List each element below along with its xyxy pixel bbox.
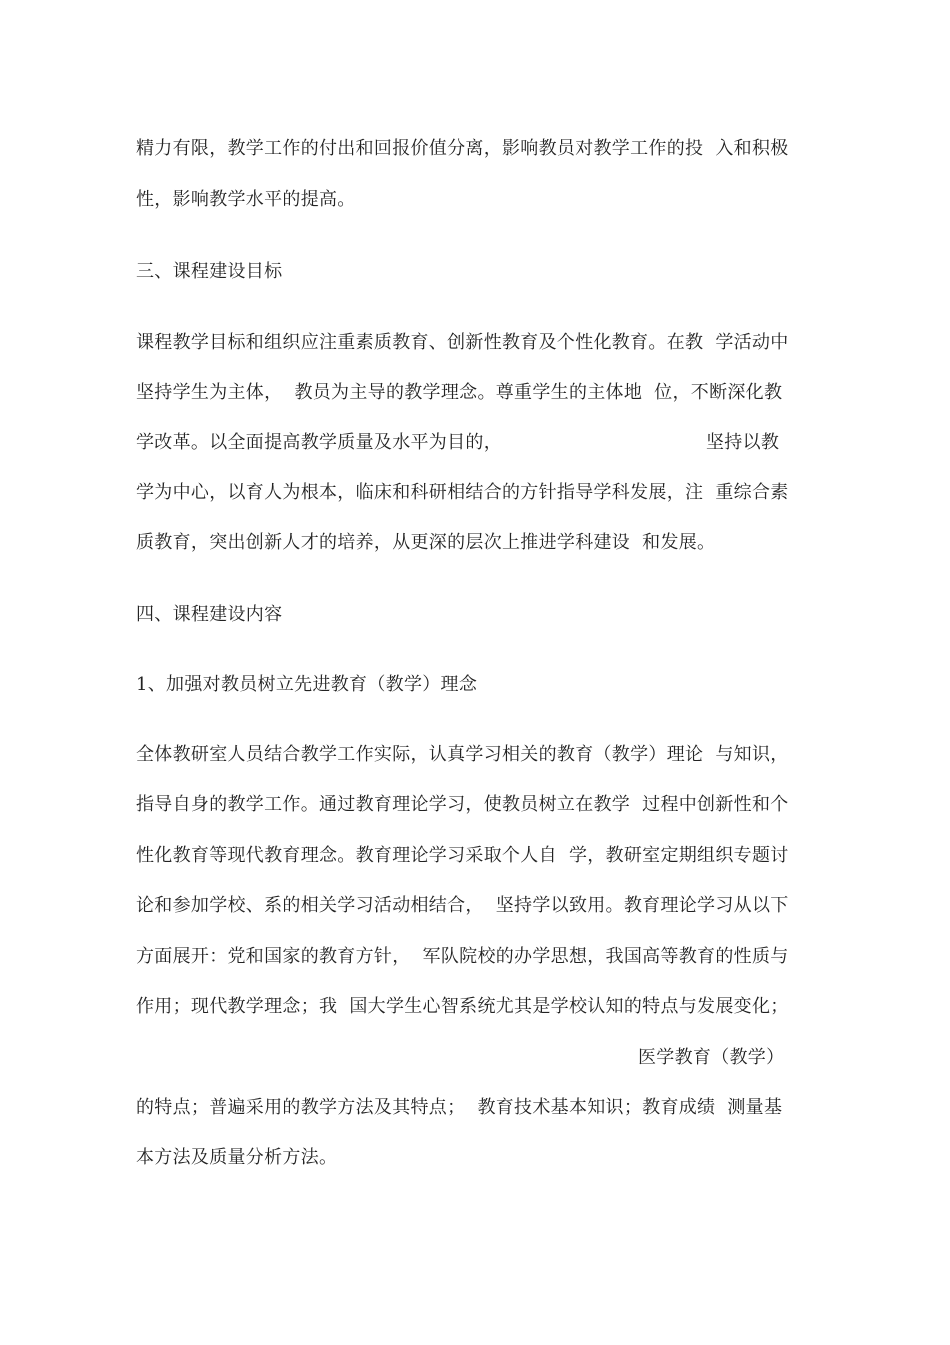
- goal-line-4: 学为中心，以育人为根本，临床和科研相结合的方针指导学科发展，注 重综合素: [136, 482, 789, 503]
- goal-line-3-tail: 坚持以教: [706, 432, 780, 453]
- content-line-1: 全体教研室人员结合教学工作实际，认真学习相关的教育（教学）理论 与知识，: [136, 744, 789, 765]
- content-line-8: 的特点；普遍采用的教学方法及其特点； 教育技术基本知识；教育成绩 测量基: [136, 1097, 783, 1118]
- content-line-3: 性化教育等现代教育理念。教育理论学习采取个人自 学，教研室定期组织专题讨: [136, 845, 789, 866]
- content-line-7: 医学教育（教学）: [638, 1047, 785, 1068]
- goal-line-2: 坚持学生为主体， 教员为主导的教学理念。尊重学生的主体地 位，不断深化教: [136, 382, 783, 403]
- section-heading-content: 四、课程建设内容: [136, 604, 283, 625]
- goal-line-3: 学改革。以全面提高教学质量及水平为目的，: [136, 432, 502, 453]
- intro-line-1: 精力有限，教学工作的付出和回报价值分离，影响教员对教学工作的投 入和积极: [136, 138, 789, 159]
- content-line-9: 本方法及质量分析方法。: [136, 1147, 338, 1168]
- content-line-6: 作用；现代教学理念；我 国大学生心智系统尤其是学校认知的特点与发展变化；: [136, 996, 789, 1017]
- content-line-5: 方面展开：党和国家的教育方针， 军队院校的办学思想，我国高等教育的性质与: [136, 946, 789, 967]
- goal-line-5: 质教育，突出创新人才的培养，从更深的层次上推进学科建设 和发展。: [136, 532, 716, 553]
- goal-line-1: 课程教学目标和组织应注重素质教育、创新性教育及个性化教育。在教 学活动中: [136, 332, 789, 353]
- intro-line-2: 性，影响教学水平的提高。: [136, 189, 356, 210]
- content-line-2: 指导自身的教学工作。通过教育理论学习，使教员树立在教学 过程中创新性和个: [136, 794, 789, 815]
- section-heading-goals: 三、课程建设目标: [136, 261, 283, 282]
- content-line-4: 论和参加学校、系的相关学习活动相结合， 坚持学以致用。教育理论学习从以下: [136, 895, 789, 916]
- subheading-teaching-concept: 1、加强对教员树立先进教育（教学）理念: [136, 674, 478, 695]
